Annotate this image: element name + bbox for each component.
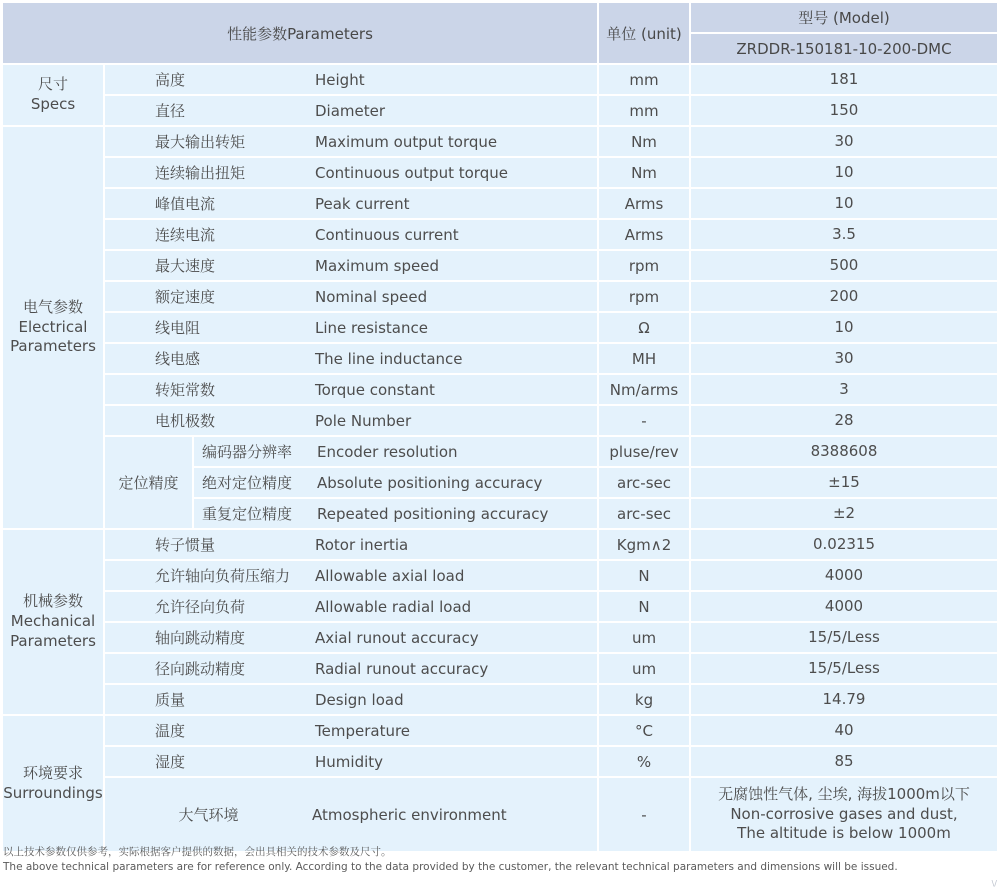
- value-cell: [691, 747, 997, 776]
- unit-cell: kg: [599, 685, 689, 714]
- param-name-cell: [105, 530, 597, 559]
- unit-cell: arc-sec: [599, 499, 689, 528]
- unit-cell: N: [599, 561, 689, 590]
- param-en-label: Axial runout accuracy: [315, 628, 479, 647]
- table-row: [194, 468, 997, 497]
- unit-cell: mm: [599, 65, 689, 94]
- value-line: 10: [834, 162, 854, 181]
- value-cell: [691, 561, 997, 590]
- value-cell: [691, 96, 997, 125]
- value-cell: [691, 499, 997, 528]
- group-label-line: Parameters: [10, 631, 96, 650]
- unit-cell: rpm: [599, 282, 689, 311]
- param-en-label: Allowable radial load: [315, 597, 472, 616]
- param-cn-label: 额定速度: [155, 288, 216, 306]
- table-row: [105, 406, 997, 435]
- group-label-line: 环境要求: [22, 763, 83, 782]
- param-name-cell: [105, 282, 597, 311]
- value-line: 8388608: [810, 441, 878, 460]
- param-cn-label: 最大速度: [155, 257, 216, 275]
- table-row: [105, 220, 997, 249]
- unit-cell: -: [599, 406, 689, 435]
- param-name-cell: [105, 344, 597, 373]
- group-mechanical: [3, 530, 997, 714]
- param-en-label: Nominal speed: [315, 287, 428, 306]
- table-row: [105, 158, 997, 187]
- unit-cell: -: [599, 778, 689, 851]
- param-name-cell: [105, 65, 597, 94]
- value-line: 500: [829, 255, 859, 274]
- table-row: [105, 96, 997, 125]
- group-rows: [105, 127, 997, 528]
- group-label: [3, 65, 103, 125]
- param-en-label: Torque constant: [315, 380, 435, 399]
- spec-table: [3, 3, 997, 851]
- param-en-label: Repeated positioning accuracy: [317, 504, 549, 523]
- subgroup-label: 定位精度: [105, 437, 192, 528]
- header-parameters: 性能参数Parameters: [3, 3, 597, 63]
- table-row: [105, 716, 997, 745]
- param-cn-label: 线电阻: [155, 319, 201, 337]
- param-name-cell: [105, 716, 597, 745]
- param-cn-label: 连续输出扭矩: [155, 164, 246, 182]
- footer-note-cn: 以上技术参数仅供参考，实际根据客户提供的数据，会出具相关的技术参数及尺寸。: [3, 846, 392, 858]
- table-row: [105, 344, 997, 373]
- unit-cell: um: [599, 654, 689, 683]
- unit-cell: %: [599, 747, 689, 776]
- param-en-label: Pole Number: [315, 411, 412, 430]
- param-en-label: Diameter: [315, 101, 386, 120]
- param-name-cell: [105, 778, 597, 851]
- group-label: [3, 716, 103, 851]
- param-name-cell: [105, 561, 597, 590]
- param-name-cell: [105, 375, 597, 404]
- value-line: 4000: [824, 596, 864, 615]
- param-en-label: Encoder resolution: [317, 442, 458, 461]
- param-name-cell: [105, 654, 597, 683]
- param-en-label: Continuous output torque: [315, 163, 508, 182]
- value-cell: [691, 313, 997, 342]
- value-line: 181: [829, 69, 859, 88]
- param-en-label: Continuous current: [315, 225, 459, 244]
- param-name-cell: [105, 747, 597, 776]
- group-specs: [3, 65, 997, 125]
- unit-cell: um: [599, 623, 689, 652]
- value-cell: [691, 716, 997, 745]
- value-line: 28: [834, 410, 854, 429]
- value-line: 3: [839, 379, 849, 398]
- unit-cell: Nm: [599, 158, 689, 187]
- param-cn-label: 重复定位精度: [202, 505, 293, 523]
- param-en-label: Radial runout accuracy: [315, 659, 489, 678]
- table-row: [105, 685, 997, 714]
- param-en-label: Height: [315, 70, 365, 89]
- unit-cell: °C: [599, 716, 689, 745]
- value-line: ±15: [828, 472, 860, 491]
- param-name-cell: [105, 251, 597, 280]
- param-cn-label: 质量: [155, 691, 186, 709]
- value-cell: [691, 282, 997, 311]
- table-row: [105, 592, 997, 621]
- param-name-cell: [105, 158, 597, 187]
- value-cell: [691, 251, 997, 280]
- table-row: [194, 437, 997, 466]
- unit-cell: N: [599, 592, 689, 621]
- group-label: [3, 530, 103, 714]
- value-line: 85: [834, 751, 854, 770]
- param-en-label: Humidity: [315, 752, 384, 771]
- param-cn-label: 连续电流: [155, 226, 216, 244]
- param-en-label: Rotor inertia: [315, 535, 409, 554]
- value-line: 30: [834, 131, 854, 150]
- value-cell: [691, 189, 997, 218]
- param-cn-label: 转矩常数: [155, 381, 216, 399]
- value-line: 10: [834, 193, 854, 212]
- table-row: [105, 251, 997, 280]
- value-cell: [691, 623, 997, 652]
- param-cn-label: 允许轴向负荷压缩力: [155, 567, 291, 585]
- table-row: [105, 189, 997, 218]
- group-label-line: Mechanical: [10, 612, 96, 631]
- table-row: [105, 778, 997, 851]
- unit-cell: Ω: [599, 313, 689, 342]
- group-label-line: 电气参数: [22, 297, 83, 316]
- param-cn-label: 最大输出转矩: [155, 133, 246, 151]
- unit-cell: Kgm∧2: [599, 530, 689, 559]
- value-line: 4000: [824, 565, 864, 584]
- value-line: The altitude is below 1000m: [737, 824, 951, 843]
- param-cn-label: 高度: [155, 71, 186, 89]
- param-cn-label: 直径: [155, 102, 186, 120]
- param-en-label: The line inductance: [315, 349, 463, 368]
- param-name-cell: [194, 437, 597, 466]
- value-line: 3.5: [832, 224, 856, 243]
- param-name-cell: [105, 623, 597, 652]
- value-line: 15/5/Less: [808, 658, 880, 677]
- param-en-label: Absolute positioning accuracy: [317, 473, 543, 492]
- group-rows: [105, 530, 997, 714]
- param-cn-label: 转子惯量: [155, 536, 216, 554]
- param-en-label: Maximum speed: [315, 256, 439, 275]
- value-cell: [691, 530, 997, 559]
- param-cn-label: 轴向跳动精度: [155, 629, 246, 647]
- value-line: ±2: [832, 503, 856, 522]
- value-line: 10: [834, 317, 854, 336]
- table-row: [105, 654, 997, 683]
- unit-cell: rpm: [599, 251, 689, 280]
- group-rows: [105, 65, 997, 125]
- unit-cell: mm: [599, 96, 689, 125]
- table-row: [105, 747, 997, 776]
- value-cell: [691, 654, 997, 683]
- unit-cell: arc-sec: [599, 468, 689, 497]
- value-cell: [691, 778, 997, 851]
- group-surroundings: [3, 716, 997, 851]
- param-name-cell: [105, 592, 597, 621]
- param-name-cell: [105, 685, 597, 714]
- param-cn-label: 线电感: [155, 350, 201, 368]
- value-line: 15/5/Less: [808, 627, 880, 646]
- param-cn-label: 编码器分辨率: [202, 443, 293, 461]
- param-name-cell: [194, 468, 597, 497]
- group-label-line: Surroundings: [3, 783, 103, 802]
- group-label-line: 尺寸: [37, 75, 68, 94]
- param-cn-label: 湿度: [155, 753, 186, 771]
- unit-cell: MH: [599, 344, 689, 373]
- subgroup-positioning-accuracy: [105, 437, 997, 528]
- table-header: [3, 3, 997, 63]
- table-row: [105, 127, 997, 156]
- param-name-cell: [105, 189, 597, 218]
- value-cell: [691, 158, 997, 187]
- table-body: [3, 65, 997, 851]
- group-electrical: [3, 127, 997, 528]
- param-name-cell: [105, 406, 597, 435]
- value-line: 40: [834, 720, 854, 739]
- value-cell: [691, 685, 997, 714]
- watermark-fragment: \/: [991, 879, 997, 888]
- value-line: Non-corrosive gases and dust,: [730, 804, 958, 823]
- value-cell: [691, 344, 997, 373]
- value-line: 200: [829, 286, 859, 305]
- unit-cell: Nm/arms: [599, 375, 689, 404]
- value-line: 14.79: [822, 689, 866, 708]
- param-en-label: Design load: [315, 690, 404, 709]
- value-cell: [691, 220, 997, 249]
- value-line: 0.02315: [812, 534, 876, 553]
- header-unit: 单位 (unit): [599, 3, 689, 63]
- header-model-label: 型号 (Model): [691, 3, 997, 32]
- unit-cell: Arms: [599, 220, 689, 249]
- value-line: 150: [829, 100, 859, 119]
- group-rows: [105, 716, 997, 851]
- table-row: [105, 313, 997, 342]
- table-row: [105, 561, 997, 590]
- group-label: [3, 127, 103, 528]
- table-row: [105, 282, 997, 311]
- table-row: [105, 65, 997, 94]
- unit-cell: Nm: [599, 127, 689, 156]
- value-cell: [691, 468, 997, 497]
- param-cn-label: 温度: [155, 722, 186, 740]
- param-en-label: Atmospheric environment: [312, 805, 507, 824]
- header-model: [691, 3, 997, 63]
- param-en-label: Peak current: [315, 194, 410, 213]
- value-cell: [691, 127, 997, 156]
- table-row: [105, 375, 997, 404]
- param-cn-label: 绝对定位精度: [202, 474, 293, 492]
- param-cn-label: 允许径向负荷: [155, 598, 246, 616]
- group-label-line: Specs: [30, 95, 76, 113]
- value-cell: [691, 592, 997, 621]
- param-en-label: Temperature: [315, 721, 411, 740]
- table-row: [105, 623, 997, 652]
- value-cell: [691, 375, 997, 404]
- param-cn-label: 电机极数: [155, 412, 216, 430]
- param-name-cell: [105, 127, 597, 156]
- value-cell: [691, 437, 997, 466]
- value-cell: [691, 406, 997, 435]
- footer-note-en: The above technical parameters are for reference only. According to the data provided by the customer, the relevant technical parameters and dimensions will be issued.: [3, 861, 898, 874]
- value-line: 无腐蚀性气体, 尘埃, 海拔1000m以下: [718, 785, 970, 804]
- subgroup-rows: [194, 437, 997, 528]
- group-label-line: Electrical: [18, 317, 88, 336]
- group-label-line: 机械参数: [22, 592, 83, 611]
- param-cn-label: 径向跳动精度: [155, 660, 246, 678]
- header-model-value: ZRDDR-150181-10-200-DMC: [691, 34, 997, 63]
- table-row: [194, 499, 997, 528]
- param-cn-label: 大气环境: [178, 806, 239, 824]
- param-en-label: Maximum output torque: [315, 132, 498, 151]
- param-cn-label: 峰值电流: [155, 195, 216, 213]
- group-label-line: Parameters: [10, 337, 96, 356]
- param-name-cell: [194, 499, 597, 528]
- param-en-label: Allowable axial load: [315, 566, 465, 585]
- footer-notes: [3, 845, 993, 875]
- param-name-cell: [105, 220, 597, 249]
- param-en-label: Line resistance: [315, 318, 428, 337]
- value-line: 30: [834, 348, 854, 367]
- param-name-cell: [105, 313, 597, 342]
- unit-cell: Arms: [599, 189, 689, 218]
- value-cell: [691, 65, 997, 94]
- unit-cell: pluse/rev: [599, 437, 689, 466]
- table-row: [105, 530, 997, 559]
- param-name-cell: [105, 96, 597, 125]
